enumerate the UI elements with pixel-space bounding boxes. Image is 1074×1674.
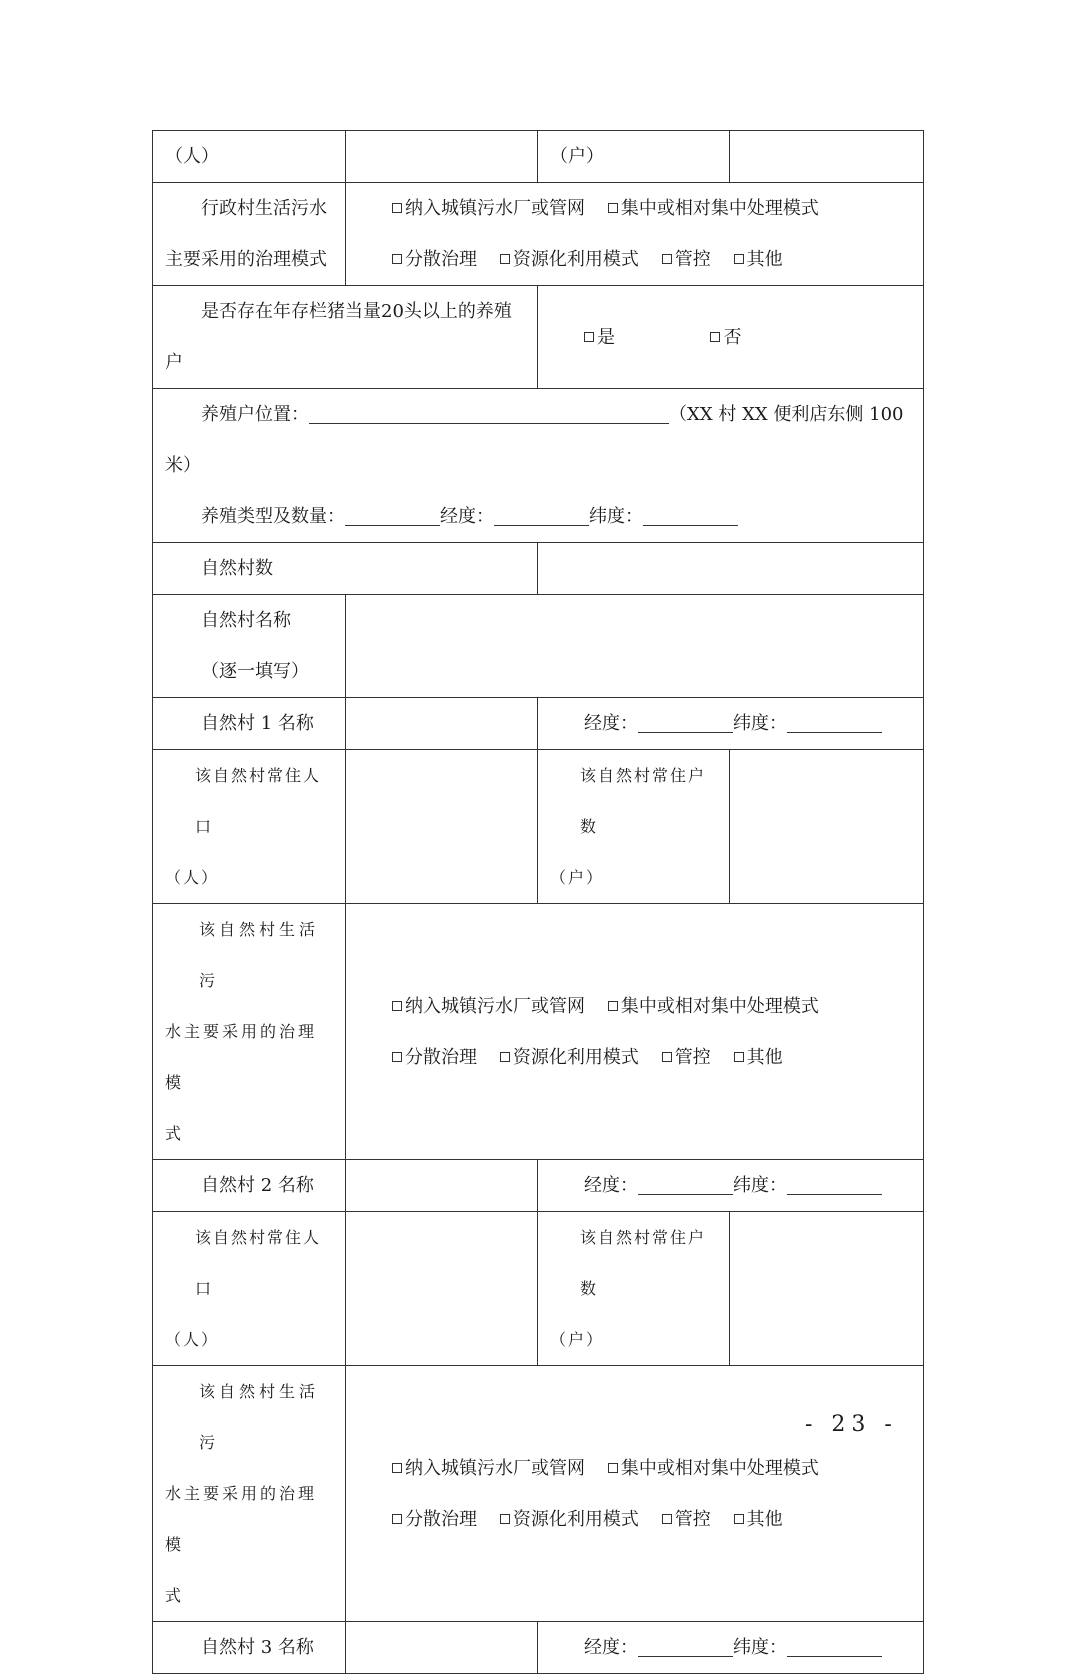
option-sewer-network[interactable]: 纳入城镇污水厂或管网 [392,996,585,1017]
checkbox-icon[interactable] [392,254,402,264]
farm-question-line1: 是否存在年存栏猪当量20头以上的养殖 [201,301,512,322]
checkbox-icon[interactable] [734,1052,744,1062]
option-other[interactable]: 其他 [734,1509,783,1530]
option-sewer-network[interactable]: 纳入城镇污水厂或管网 [392,1458,585,1479]
village-3-lng-input[interactable] [638,1656,733,1657]
village-3-coords: 经度： 纬度： [538,1622,924,1674]
checkbox-icon[interactable] [392,1001,402,1011]
table-row [153,543,924,595]
option-centralized[interactable]: 集中或相对集中处理模式 [608,996,819,1017]
village-2-mode-label: 该自然村生活污 水主要采用的治理模 式 [153,1366,346,1622]
household-unit-label: （户） [538,131,730,183]
checkbox-icon[interactable] [500,1514,510,1524]
village-1-pop-label: 该自然村常住人口 （人） [153,750,346,904]
checkbox-icon[interactable] [500,1052,510,1062]
option-decentralized[interactable]: 分散治理 [392,249,477,270]
village-2-household-input[interactable] [730,1212,924,1366]
checkbox-icon[interactable] [584,332,594,342]
table-row [153,131,924,183]
farm-location-cell [153,389,924,543]
village-2-mode-options [346,1366,924,1622]
table-row [153,1212,924,1366]
checkbox-icon[interactable] [662,1514,672,1524]
table-row [153,595,924,698]
village-2-pop-label: 该自然村常住人口 （人） [153,1212,346,1366]
option-centralized[interactable]: 集中或相对集中处理模式 [608,198,819,219]
village-1-lat-input[interactable] [787,732,882,733]
checkbox-icon[interactable] [710,332,720,342]
village-mode-options [346,183,924,286]
option-resource-reuse[interactable]: 资源化利用模式 [500,249,639,270]
checkbox-icon[interactable] [608,203,618,213]
farm-question-line2: 户 [165,352,183,373]
village-mode-label-line1: 行政村生活污水 [201,198,327,219]
village-1-mode-options [346,904,924,1160]
checkbox-icon[interactable] [608,1001,618,1011]
option-control[interactable]: 管控 [662,1047,711,1068]
village-1-mode-label: 该自然村生活污 水主要采用的治理模 式 [153,904,346,1160]
natural-village-names-label: 自然村名称 （逐一填写） [153,595,346,698]
natural-village-count-label: 自然村数 [153,543,538,595]
village-1-name-input[interactable] [346,698,538,750]
option-other[interactable]: 其他 [734,249,783,270]
table-row [153,1160,924,1212]
population-unit-label: （人） [153,131,346,183]
village-2-pop-input[interactable] [346,1212,538,1366]
village-3-lat-input[interactable] [787,1656,882,1657]
household-input[interactable] [730,131,924,183]
farm-question-label [153,286,538,389]
natural-village-names-input[interactable] [346,595,924,698]
option-resource-reuse[interactable]: 资源化利用模式 [500,1509,639,1530]
survey-form-table [152,130,924,1674]
village-1-name-label: 自然村 1 名称 [153,698,346,750]
table-row [153,750,924,904]
farm-location-example-end: 米） [165,455,201,476]
village-3-name-input[interactable] [346,1622,538,1674]
farm-location-example: （XX 村 XX 便利店东侧 100 [669,404,904,425]
farm-type-input[interactable] [345,525,440,526]
checkbox-icon[interactable] [392,203,402,213]
table-row [153,389,924,543]
farm-location-label: 养殖户位置： [201,404,309,425]
option-no[interactable]: 否 [710,327,741,348]
table-row [153,698,924,750]
village-2-name-label: 自然村 2 名称 [153,1160,346,1212]
village-1-household-input[interactable] [730,750,924,904]
checkbox-icon[interactable] [662,254,672,264]
natural-village-count-input[interactable] [538,543,924,595]
farm-lng-label: 经度： [440,506,494,527]
table-row [153,1366,924,1622]
farm-lat-label: 纬度： [589,506,643,527]
village-1-household-label: 该自然村常住户数 （户） [538,750,730,904]
checkbox-icon[interactable] [392,1052,402,1062]
farm-lat-input[interactable] [643,525,738,526]
option-control[interactable]: 管控 [662,1509,711,1530]
table-row [153,904,924,1160]
checkbox-icon[interactable] [734,254,744,264]
checkbox-icon[interactable] [392,1514,402,1524]
option-other[interactable]: 其他 [734,1047,783,1068]
village-mode-label [153,183,346,286]
checkbox-icon[interactable] [500,254,510,264]
option-control[interactable]: 管控 [662,249,711,270]
checkbox-icon[interactable] [608,1463,618,1473]
option-yes[interactable]: 是 [584,327,615,348]
option-sewer-network[interactable]: 纳入城镇污水厂或管网 [392,198,585,219]
village-2-household-label: 该自然村常住户数 （户） [538,1212,730,1366]
village-1-lng-input[interactable] [638,732,733,733]
village-2-lng-input[interactable] [638,1194,733,1195]
farm-type-label: 养殖类型及数量： [201,506,345,527]
checkbox-icon[interactable] [662,1052,672,1062]
village-1-pop-input[interactable] [346,750,538,904]
option-decentralized[interactable]: 分散治理 [392,1047,477,1068]
farm-lng-input[interactable] [494,525,589,526]
checkbox-icon[interactable] [392,1463,402,1473]
village-3-name-label: 自然村 3 名称 [153,1622,346,1674]
farm-question-answer [538,286,924,389]
village-2-lat-input[interactable] [787,1194,882,1195]
village-2-name-input[interactable] [346,1160,538,1212]
table-row [153,286,924,389]
page-number: - 23 - [805,1412,898,1437]
table-row [153,1622,924,1674]
village-2-coords: 经度： 纬度： [538,1160,924,1212]
checkbox-icon[interactable] [734,1514,744,1524]
table-row [153,183,924,286]
farm-location-input[interactable] [309,423,669,424]
population-input[interactable] [346,131,538,183]
village-1-coords: 经度： 纬度： [538,698,924,750]
option-decentralized[interactable]: 分散治理 [392,1509,477,1530]
option-resource-reuse[interactable]: 资源化利用模式 [500,1047,639,1068]
village-mode-label-line2: 主要采用的治理模式 [165,249,327,270]
option-centralized[interactable]: 集中或相对集中处理模式 [608,1458,819,1479]
